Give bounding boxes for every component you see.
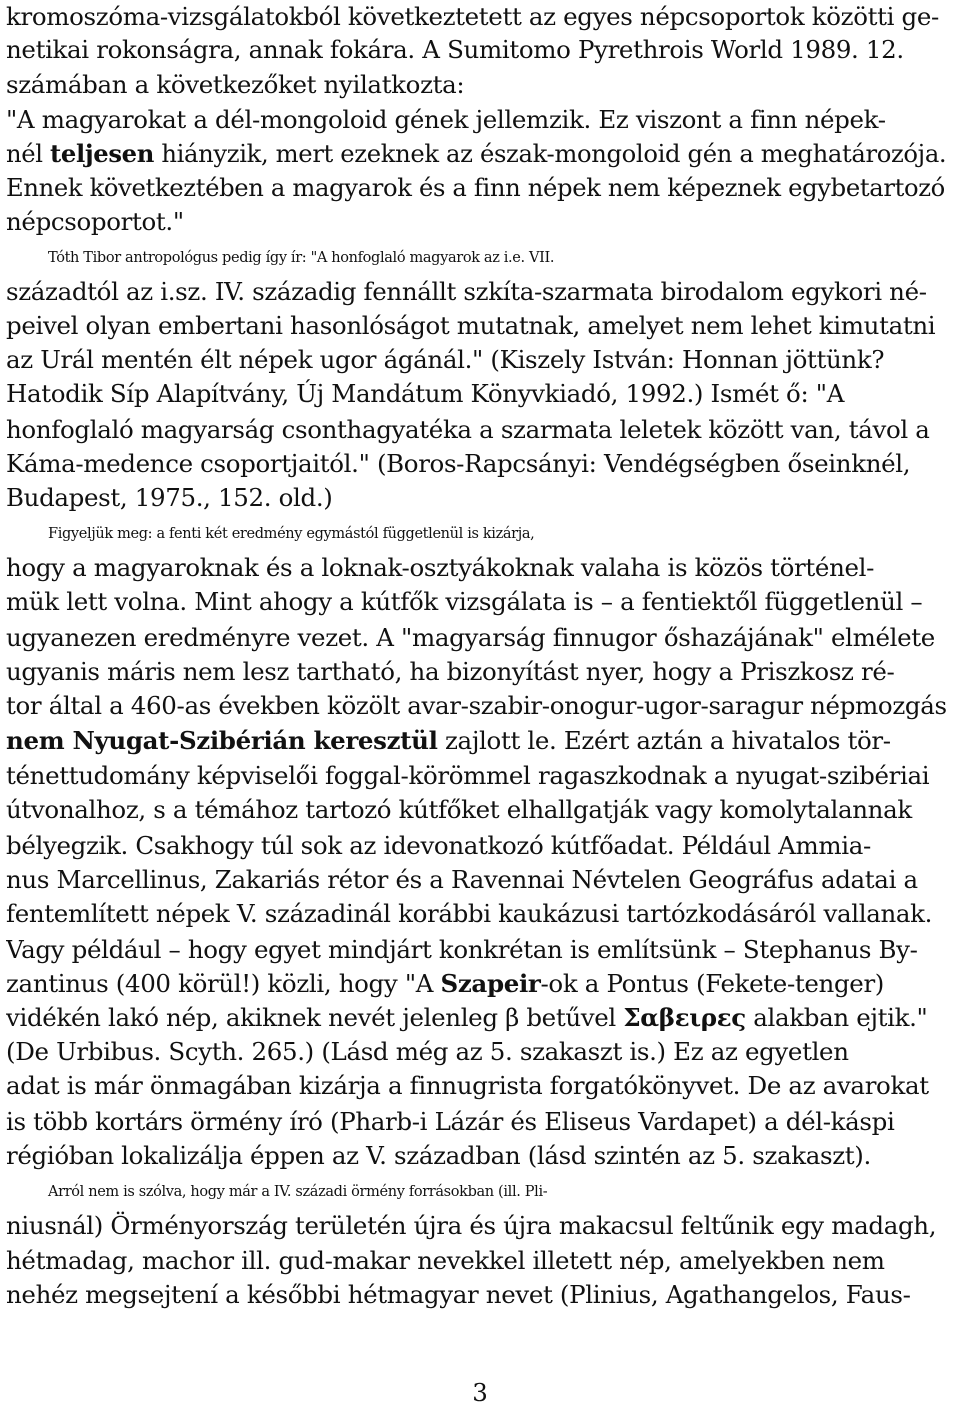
text-line — [6, 68, 954, 102]
text-segment: tor által a 460-as években közölt — [6, 691, 408, 720]
text-line — [6, 863, 954, 897]
text-segment: "A — [404, 969, 441, 998]
text-segment: "A honfoglaló magyarok az i.e. VII. — [310, 250, 555, 266]
text-line — [6, 1175, 960, 1209]
text-segment: nevet (Plinius, Agathangelos, Faus- — [478, 1280, 911, 1309]
text-segment: ill. — [233, 1246, 279, 1275]
text-segment: Σαβειρες — [623, 1003, 746, 1032]
text-segment: ugyanis máris nem lesz tartható, ha bizonyítást nyer, hogy a Priszkosz ré- — [6, 657, 895, 686]
text-segment: Tóth Tibor antropológus pedig így ír: — [48, 250, 311, 266]
text-line — [6, 1035, 954, 1069]
text-segment: Ennek következtében a magyarok és a finn népek nem képeznek egybetartozó — [6, 173, 945, 202]
text-line — [6, 759, 954, 793]
text-segment: adat is már önmagában kizárja a finnugrista forgatókönyvet. De az avarokat — [6, 1071, 929, 1100]
text-line — [6, 724, 954, 758]
text-segment: hétmadag, machor — [6, 1246, 234, 1275]
text-segment: népmozgás — [802, 691, 947, 720]
text-line — [6, 309, 954, 343]
text-segment: fentemlített népek V. századinál korábbi kaukázusi tartózkodásáról vallanak. — [6, 899, 933, 928]
text-line — [6, 1209, 954, 1243]
text-segment: Sumitomo Pyrethrois World — [447, 35, 783, 64]
text-line — [6, 517, 960, 551]
text-segment: hétmagyar — [347, 1280, 479, 1309]
text-segment: útvonalhoz, s a témához tartozó kútfőket elhallgatják vagy komolytalannak — [6, 795, 912, 824]
text-line — [6, 655, 954, 689]
text-segment: Arról nem is szólva, hogy már a IV. századi örmény forrásokban (ill. Pli- — [48, 1184, 548, 1200]
text-segment: nem Nyugat-Szibérián keresztül — [6, 726, 438, 755]
text-segment: zajlott le. Ezért aztán a hivatalos tör- — [437, 726, 891, 755]
text-segment: századtól az i.sz. IV. századig fennállt szkíta-szarmata birodalom egykori né- — [6, 277, 927, 306]
text-segment: "A magyarokat a dél-mongoloid gének jellemzik. Ez viszont a finn népek- — [6, 105, 886, 134]
text-segment: 1989. 12. — [782, 35, 904, 64]
text-segment: vidékén lakó nép, akiknek nevét jelenleg β betűvel — [6, 1003, 624, 1032]
text-segment: az Urál mentén élt népek ugor ágánál." — [6, 345, 483, 374]
text-segment: hiányzik, mert ezeknek az észak-mongoloid gén a meghatározója. — [154, 139, 947, 168]
text-segment: ugyanezen eredményre vezet. A "magyarság finnugor őshazájának" elmélete — [6, 623, 935, 652]
text-line — [6, 933, 954, 967]
text-segment: zantinus (400 körül!) közli, hogy — [6, 969, 405, 998]
text-line — [6, 447, 954, 481]
text-line — [6, 0, 954, 34]
text-segment: (Boros-Rapcsányi: Vendégségben őseinknél, — [369, 449, 911, 478]
text-line — [6, 205, 954, 239]
text-line — [6, 829, 954, 863]
text-segment: nevekkel illetett nép, amelyekben nem — [409, 1246, 885, 1275]
text-line — [6, 137, 954, 171]
text-segment: mük lett volna. Mint ahogy a kútfők vizsgálata is – a fentiektől függetlenül – — [6, 587, 923, 616]
text-segment: régióban lokalizálja éppen az V. században (lásd szintén az 5. szakaszt). — [6, 1141, 871, 1170]
text-segment: (De Urbibus. Scyth. 265.) (Lásd még az 5. szakaszt is.) Ez az egyetlen — [6, 1037, 849, 1066]
text-segment: (Fekete-tenger) — [688, 969, 885, 998]
text-line — [6, 1278, 954, 1312]
text-line — [6, 377, 954, 411]
text-line — [6, 1001, 954, 1035]
text-segment: népcsoportot." — [6, 207, 184, 236]
text-segment: -ok a Pontus — [540, 969, 689, 998]
text-segment: netikai rokonságra, annak fokára. A — [6, 35, 448, 64]
text-segment: nél — [6, 139, 51, 168]
text-line — [6, 481, 954, 515]
text-segment: gud-makar — [278, 1246, 410, 1275]
text-segment: (Kiszely István: Honnan jöttünk? — [482, 345, 885, 374]
text-line — [6, 551, 954, 585]
text-line — [6, 793, 954, 827]
text-line — [6, 33, 954, 67]
text-segment: Káma-medence csoportjaitól." — [6, 449, 370, 478]
text-segment: nehéz megsejtení a későbbi — [6, 1280, 348, 1309]
text-segment: nus Marcellinus, Zakariás rétor és a Ravennai Névtelen Geográfus adatai a — [6, 865, 918, 894]
text-line — [6, 241, 960, 275]
text-segment: bélyegzik. Csakhogy túl sok az idevonatkozó kútfőadat. Például Ammia- — [6, 831, 871, 860]
text-segment: "A — [815, 379, 845, 408]
text-segment: Szapeir — [440, 969, 541, 998]
text-segment: honfoglaló magyarság csonthagyatéka a szarmata leletek között van, távol a — [6, 415, 930, 444]
text-segment: is több kortárs örmény író (Pharb-i Lázár és Eliseus Vardapet) a dél-káspi — [6, 1107, 895, 1136]
text-segment: Hatodik Síp Alapítvány, Új Mandátum Könyvkiadó, 1992.) Ismét ő: — [6, 379, 816, 408]
text-segment: kromoszóma-vizsgálatokból következtetett az egyes népcsoportok közötti ge- — [6, 2, 939, 31]
text-line — [6, 171, 954, 205]
text-segment: niusnál) Örményország területén újra és újra makacsul feltűnik egy — [6, 1211, 832, 1240]
text-segment: alakban ejtik." — [745, 1003, 928, 1032]
text-line — [6, 689, 954, 723]
text-line — [6, 621, 954, 655]
text-line — [6, 413, 954, 447]
page-number: 3 — [472, 1378, 488, 1407]
text-line — [6, 1105, 954, 1139]
text-segment: Budapest, 1975., 152. old.) — [6, 483, 333, 512]
text-segment: avar-szabir-onogur-ugor-saragur — [407, 691, 803, 720]
text-segment: teljesen — [50, 139, 155, 168]
text-line — [6, 1069, 954, 1103]
text-line — [6, 897, 954, 931]
text-segment: Vagy például – hogy egyet mindjárt konkrétan is említsünk – Stephanus By- — [6, 935, 918, 964]
text-segment: Figyeljük meg: a fenti két eredmény egymástól függetlenül is kizárja, — [48, 526, 535, 542]
text-line — [6, 343, 954, 377]
text-line — [6, 275, 954, 309]
text-segment: peivel olyan embertani hasonlóságot mutatnak, amelyet nem lehet kimutatni — [6, 311, 936, 340]
text-line — [6, 103, 954, 137]
text-segment: számában a következőket nyilatkozta: — [6, 70, 465, 99]
text-segment: ténettudomány képviselői foggal-körömmel ragaszkodnak a nyugat-szibériai — [6, 761, 930, 790]
text-line — [6, 585, 954, 619]
text-line — [6, 1139, 954, 1173]
text-segment: hogy a magyaroknak és a loknak-osztyákoknak valaha is közös történel- — [6, 553, 875, 582]
text-segment: madagh, — [831, 1211, 937, 1240]
text-line — [6, 1244, 954, 1278]
text-line — [6, 967, 954, 1001]
